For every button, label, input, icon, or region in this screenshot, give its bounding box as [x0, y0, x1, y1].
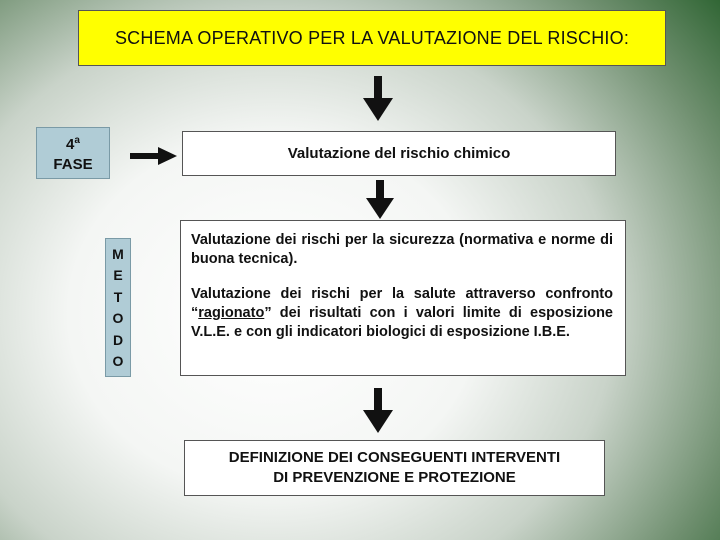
right-arrow-icon	[130, 146, 178, 166]
method-letter: D	[112, 331, 124, 348]
phase-number: 4$^a$	[66, 135, 80, 153]
method-letter: M	[112, 245, 124, 262]
interventions-box	[184, 440, 605, 496]
interventions-line-2: DI PREVENZIONE E PROTEZIONE	[273, 469, 516, 486]
diagram-title	[78, 10, 666, 66]
chemical-risk-box	[182, 131, 616, 176]
diagram-title-text: SCHEMA OPERATIVO PER LA VALUTAZIONE DEL RISCHIO:	[114, 27, 630, 48]
safety-evaluation-text: Valutazione dei rischi per la sicurezza (normativa e norme di buona tecnica).	[191, 232, 613, 267]
phase-label	[36, 127, 110, 179]
down-arrow-icon	[362, 76, 394, 122]
method-letter: O	[112, 310, 124, 327]
chemical-risk-text: Valutazione del rischio chimico	[287, 145, 511, 162]
down-arrow-icon	[362, 388, 394, 434]
method-label	[105, 238, 131, 377]
method-letter: O	[112, 353, 124, 370]
down-arrow-icon	[364, 180, 396, 220]
evaluation-box	[180, 220, 626, 376]
method-letter: E	[113, 267, 123, 284]
health-evaluation-text: Valutazione dei rischi per la salute attraverso confronto “ragionato” dei risultati con i valori limite di esposizione V.L.E. e con gli indicatori biologici di esposizione I.B.E.	[191, 286, 613, 340]
method-letter: T	[113, 288, 123, 305]
interventions-line-1: DEFINIZIONE DEI CONSEGUENTI INTERVENTI	[228, 449, 561, 466]
phase-text: FASE	[53, 156, 93, 173]
underlined-word: ragionato	[198, 305, 265, 321]
